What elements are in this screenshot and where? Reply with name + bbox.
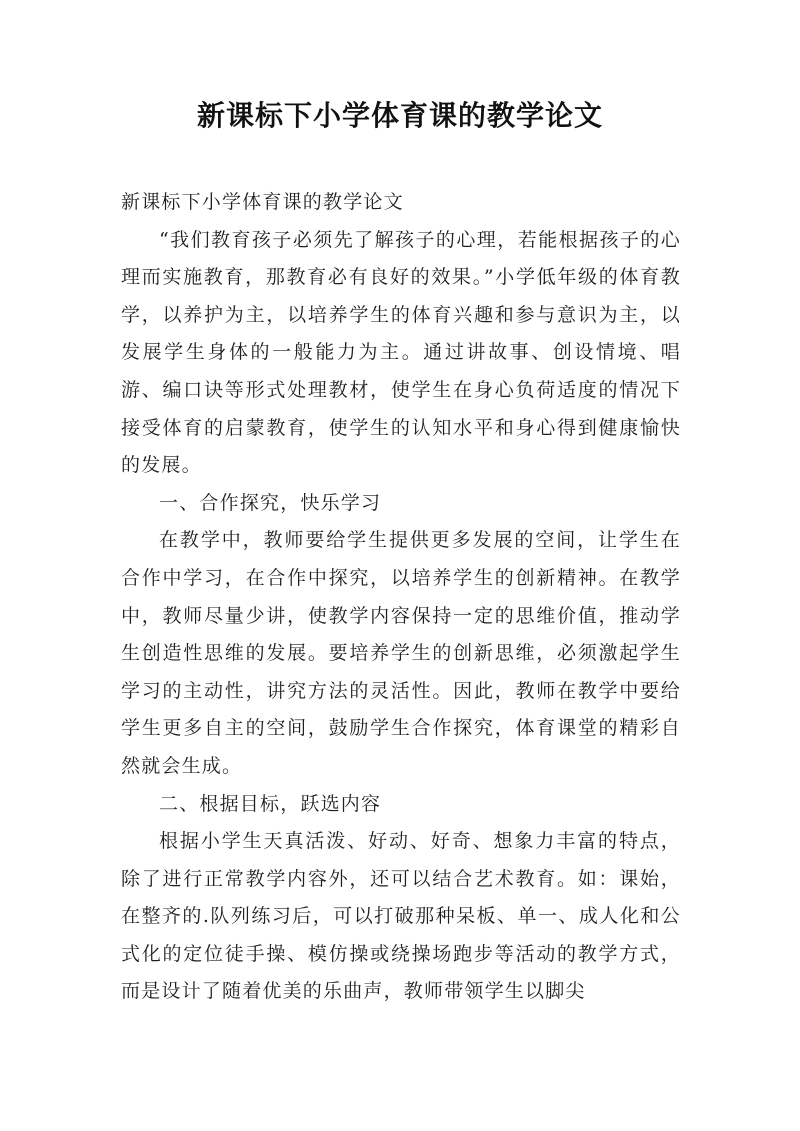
section-heading-1: 一、合作探究，快乐学习 bbox=[159, 491, 382, 514]
paragraph-section-2: 根据小学生天真活泼、好动、好奇、想象力丰富的特点，除了进行正常教学内容外，还可以结合艺术教育。如：课始，在整齐的.队列练习后，可以打破那种呆板、单一、成人化和公式化的定位徒手操、模仿操或绕操场跑步等活动的教学方式，而是设计了随着优美的乐曲声，教师带领学生以脚尖 bbox=[121, 830, 681, 1003]
document-body bbox=[121, 184, 681, 1011]
section-heading-2: 二、根据目标，跃选内容 bbox=[159, 792, 382, 815]
document-title: 新课标下小学体育课的教学论文 bbox=[196, 99, 603, 132]
paragraph-subtitle: 新课标下小学体育课的教学论文 bbox=[121, 191, 404, 213]
paragraph-intro: “我们教育孩子必须先了解孩子的心理，若能根据孩子的心理而实施教育，那教育必有良好的效果。”小学低年级的体育教学，以养护为主，以培养学生的体育兴趣和参与意识为主，以发展学生身体的一般能力为主。通过讲故事、创设情境、唱游、编口诀等形式处理教材，使学生在身心负荷适度的情况下接受体育的启蒙教育，使学生的认知水平和身心得到健康愉快的发展。 bbox=[121, 228, 681, 477]
paragraph-section-1: 在教学中，教师要给学生提供更多发展的空间，让学生在合作中学习，在合作中探究，以培养学生的创新精神。在教学中，教师尽量少讲，使教学内容保持一定的思维价值，推动学生创造性思维的发展。要培养学生的创新思维，必须激起学生学习的主动性，讲究方法的灵活性。因此，教师在教学中要给学生更多自主的空间，鼓励学生合作探究，体育课堂的精彩自然就会生成。 bbox=[121, 529, 681, 777]
